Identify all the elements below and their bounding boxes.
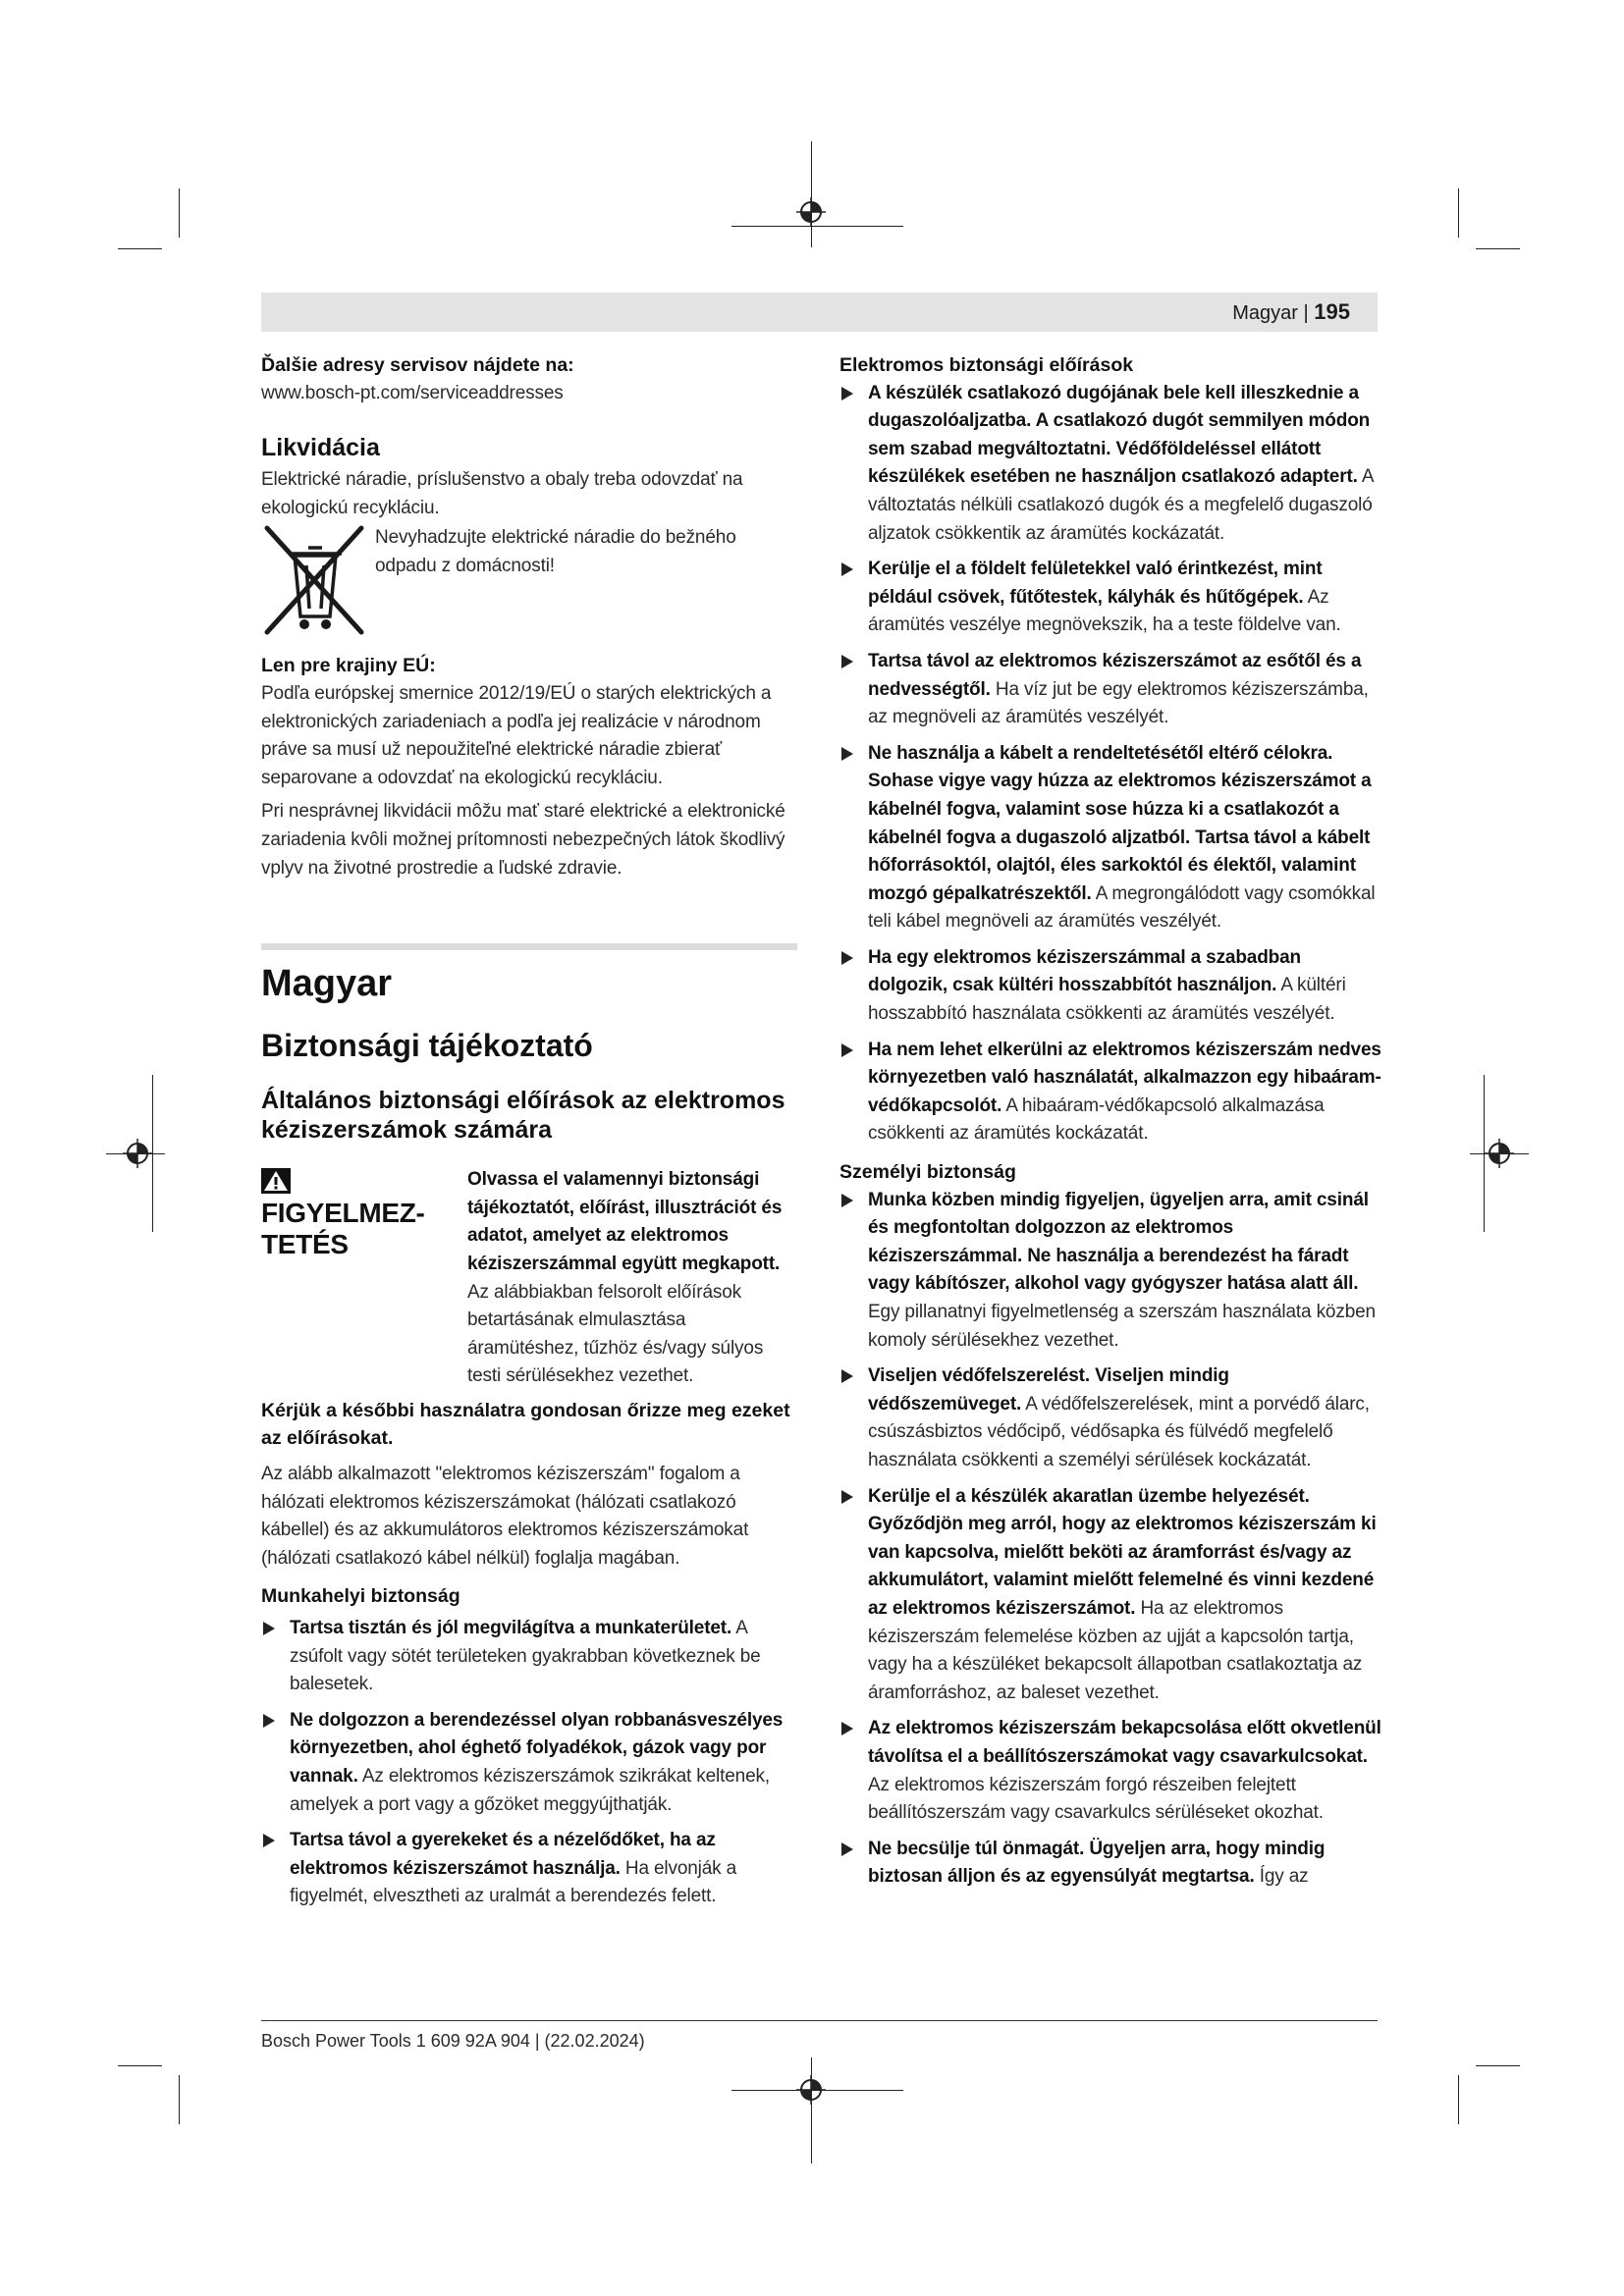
warning-label [261,1166,458,1260]
bullet-arrow-icon [841,1842,853,1856]
electrical-list [839,380,1381,1148]
bullet-arrow-icon [841,1043,853,1057]
header-text [1232,298,1350,327]
bullet-arrow-icon [263,1714,275,1728]
bullet-arrow-icon [841,387,853,400]
list-item: Tartsa tisztán és jól megvilágítva a munkaterületet. A zsúfolt vagy sötét területeken gyakrabban következnek be balesetek. [261,1615,797,1699]
personal-safety-list [839,1187,1381,1892]
registration-target [796,2075,826,2105]
eu-paragraph-2: Pri nesprávnej likvidácii môžu mať staré elektrické a elektronické zariadenia kvôli možnej prítomnosti nebezpečných látok škodlivý vplyv na životné prostredie a ľudské zdravie. [261,801,785,879]
work-area-heading: Munkahelyi biztonság [261,1585,460,1608]
language-title: Magyar [261,963,393,1005]
list-item: Ne dolgozzon a berendezéssel olyan robbanásveszélyes környezetben, ahol éghető folyadékok, gázok vagy por vannak. Az elektromos kéziszerszámok szikrákat keltenek, amelyek a port vagy a gőzöket meggyújthatják. [261,1707,797,1819]
list-item: Tartsa távol a gyerekeket és a nézelődőket, ha az elektromos kéziszerszámot használja. Ha elvonják a figyelmét, elvesztheti az uralmát a berendezés felett. [261,1827,797,1911]
disposal-text: Elektrické náradie, príslušenstvo a obaly treba odovzdať na ekologickú recykláciu. [261,469,743,518]
bullet-arrow-icon [841,655,853,668]
warning-lead: Olvassa el valamennyi biztonsági tájékoztatót, előírást, illusztrációt és adatot, amelyet az elektromos kéziszerszámmal együtt megkapott. [467,1169,783,1274]
crossed-bin-icon [261,522,367,638]
bullet-arrow-icon [841,747,853,761]
section-divider [261,943,797,950]
list-item: Kerülje el a földelt felületekkel való érintkezést, mint például csövek, fűtőtestek, kályhák és hűtőgépek. Az áramütés veszélye megnövekszik, ha a teste földelve van. [839,556,1381,640]
keep-instructions: Kérjük a későbbi használatra gondosan őrizze meg ezeket az előírásokat. [261,1399,790,1450]
header-separator: | [1303,302,1309,324]
sub-title: Általános biztonsági előírások az elektromos kéziszerszámok számára [261,1087,785,1145]
bullet-arrow-icon [841,1369,853,1383]
page-number: 195 [1314,299,1350,324]
list-item: Kerülje el a készülék akaratlan üzembe helyezését. Győződjön meg arról, hogy az elektromos kéziszerszám ki van kapcsolva, mielőtt beköti az áramforrást és/vagy az akkumulátort, valamint mielőtt felemelné és vinni kezdené az elektromos kéziszerszámot. Ha az elektromos kéziszerszám felemelése közben az ujját a kapcsolón tartja, vagy ha a készüléket bekapcsolt állapotban csatlakoztatja az áramforráshoz, az baleset vezethet. [839,1483,1381,1708]
warning-block [261,1166,797,1391]
crop-mark [118,248,162,249]
page-header [261,293,1378,332]
bullet-arrow-icon [841,1722,853,1735]
list-item: Ha egy elektromos kéziszerszámmal a szabadban dolgozik, csak kültéri hosszabbítót használjon. A kültéri hosszabbító használata csökkenti az áramütés veszélyét. [839,944,1381,1029]
list-item: Tartsa távol az elektromos kéziszerszámot az esőtől és a nedvességtől. Ha víz jut be egy elektromos kéziszerszámba, az megnöveli az áramütés veszélyét. [839,648,1381,732]
list-item: A készülék csatlakozó dugójának bele kell illeszkednie a dugaszolóaljzatba. A csatlakozó dugót semmilyen módon sem szabad megváltoztatni. Védőföldeléssel ellátott készülékek esetében ne használjon csatlakozó adaptert. A változtatás nélküli csatlakozó dugók és a megfelelő dugaszoló aljzatok csökkentik az áramütés kockázatát. [839,380,1381,549]
warning-rest: Az alábbiakban felsorolt előírások betartásának elmulasztása áramütéshez, tűzhöz és/vagy súlyos testi sérülésekhez vezethet. [467,1281,764,1387]
crop-mark [1476,248,1520,249]
bullet-arrow-icon [841,562,853,576]
list-item: Az elektromos kéziszerszám bekapcsolása előtt okvetlenül távolítsa el a beállítószerszámokat vagy csavarkulcsokat. Az elektromos kéziszerszám forgó részeiben felejtett beállítószerszám vagy csavarkulcs sérüléseket okozhat. [839,1715,1381,1827]
warning-word: FIGYELMEZ-TETÉS [261,1198,425,1260]
header-section: Magyar [1232,302,1298,324]
bullet-arrow-icon [263,1622,275,1635]
registration-line [811,2057,812,2163]
disposal-heading: Likvidácia [261,434,380,462]
weee-block [261,522,797,638]
weee-text: Nevyhadzujte elektrické náradie do bežného odpadu z domácnosti! [375,527,736,576]
main-title: Biztonsági tájékoztató [261,1028,593,1064]
bullet-arrow-icon [841,951,853,965]
crop-mark [1476,2065,1520,2066]
electrical-heading: Elektromos biztonsági előírások [839,354,1134,376]
crop-mark [118,2065,162,2066]
registration-target [1485,1139,1514,1168]
bullet-arrow-icon [263,1834,275,1847]
list-item: Ne használja a kábelt a rendeltetésétől eltérő célokra. Sohase vigye vagy húzza az elektromos kéziszerszámot a kábelnél fogva, valamint sose húzza ki a csatlakozót a kábelnél fogva a dugaszoló aljzatból. Tartsa távol a kábelt hőforrásoktól, olajtól, éles sarkoktól és élektől, valamint mozgó gépalkatrészektől. A megrongálódott vagy csomókkal teli kábel megnöveli az áramütés veszélyét. [839,740,1381,936]
list-item: Viseljen védőfelszerelést. Viseljen mindig védőszemüveget. A védőfelszerelések, mint a porvédő álarc, csúszásbiztos védőcipő, védősapka és fülvédő megfelelő használata csökkenti a személyi sérülések kockázatát. [839,1362,1381,1474]
eu-heading: Len pre krajiny EÚ: [261,655,436,677]
page-footer: Bosch Power Tools 1 609 92A 904 | (22.02.2024) [261,2031,645,2051]
crop-mark [1458,2075,1459,2124]
list-item: Ne becsülje túl önmagát. Ügyeljen arra, hogy mindig biztosan álljon és az egyensúlyát megtartsa. Így az [839,1836,1381,1892]
eu-paragraph-1: Podľa európskej smernice 2012/19/EÚ o starých elektrických a elektronických zariadeniach a podľa jej realizácie v národnom práve sa musí už nepoužiteľné elektrické náradie zbierať separovane a odovzdať na ekologickú recykláciu. [261,682,772,788]
service-heading: Ďalšie adresy servisov nájdete na: [261,354,574,376]
footer-rule [261,2020,1378,2021]
list-item: Munka közben mindig figyeljen, ügyeljen arra, amit csinál és megfontoltan dolgozzon az elektromos kéziszerszámmal. Ne használja a berendezést ha fáradt vagy kábítószer, alkohol vagy gyógyszer hatása alatt áll. Egy pillanatnyi figyelmetlenség a szerszám használata közben komoly sérülésekhez vezethet. [839,1187,1381,1356]
warning-icon [261,1168,291,1194]
left-column [261,351,797,1919]
list-item: Ha nem lehet elkerülni az elektromos kéziszerszám nedves környezetben való használatát, alkalmazzon egy hibaáram-védőkapcsolót. A hibaáram-védőkapcsoló alkalmazása csökkenti az áramütés kockázatát. [839,1037,1381,1148]
crop-mark [1458,188,1459,238]
crop-mark [179,2075,180,2124]
term-definition: Az alább alkalmazott "elektromos kéziszerszám" fogalom a hálózati elektromos kéziszerszámokat (hálózati csatlakozó kábellel) és az akkumulátoros elektromos kéziszerszámokat (hálózati csatlakozó kábel nélkül) foglalja magában. [261,1464,749,1569]
service-url: www.bosch-pt.com/serviceaddresses [261,382,564,403]
registration-target [123,1139,152,1168]
bullet-arrow-icon [841,1490,853,1504]
bullet-arrow-icon [841,1194,853,1207]
right-column [839,351,1381,1899]
work-area-list [261,1615,797,1911]
registration-target [796,197,826,227]
registration-line [811,141,812,247]
crop-mark [179,188,180,238]
personal-safety-heading: Személyi biztonság [839,1161,1016,1184]
